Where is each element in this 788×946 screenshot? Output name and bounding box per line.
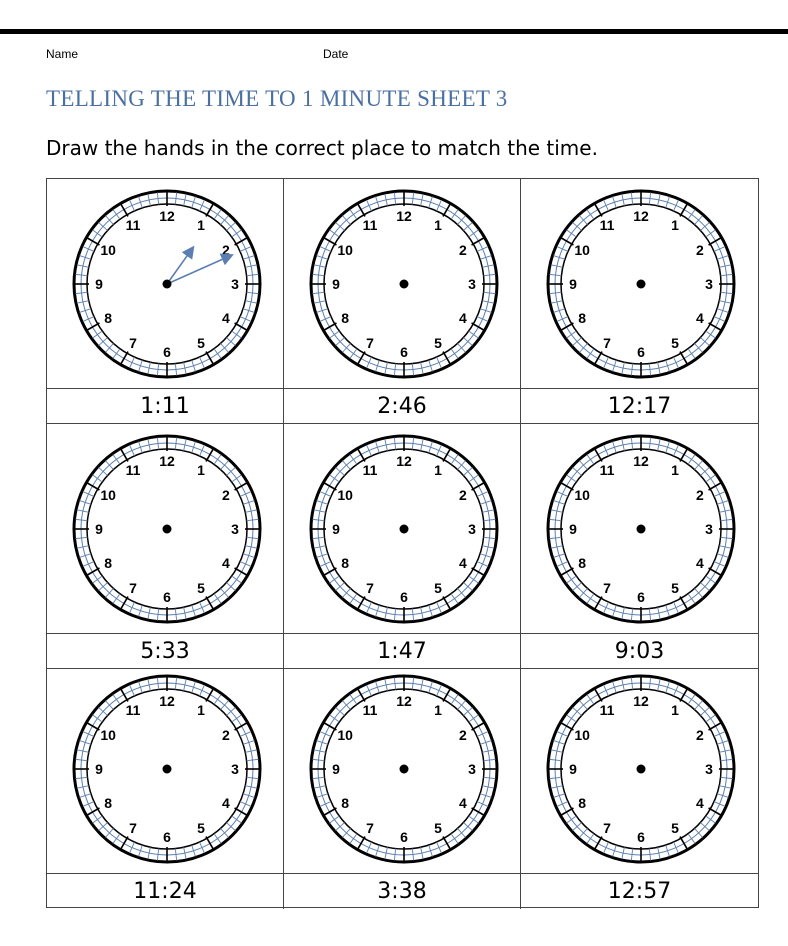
clock-number: 1 xyxy=(434,462,442,479)
clock-number: 5 xyxy=(434,334,442,351)
clock-number: 8 xyxy=(104,310,113,326)
clock-number: 12 xyxy=(159,208,175,224)
clock-number: 5 xyxy=(671,334,679,351)
clock-face[interactable] xyxy=(47,424,284,634)
clock-number: 5 xyxy=(671,579,679,596)
clock-number: 1 xyxy=(671,702,679,719)
sheet-title: TELLING THE TIME TO 1 MINUTE SHEET 3 xyxy=(46,86,508,111)
clock-number: 8 xyxy=(341,555,350,571)
center-dot xyxy=(637,525,646,534)
clock-number: 6 xyxy=(637,344,645,360)
center-dot xyxy=(400,765,409,774)
clock-face[interactable] xyxy=(521,179,758,389)
clock-face-cell xyxy=(284,424,521,634)
clock-number: 8 xyxy=(578,555,587,571)
clock-number: 1 xyxy=(197,462,205,479)
clock-number: 5 xyxy=(671,819,679,836)
clock-number: 9 xyxy=(95,521,103,537)
clock-number: 5 xyxy=(197,334,205,351)
clock-number: 5 xyxy=(197,579,205,596)
clock-time-label: 12:57 xyxy=(607,879,672,904)
clock-number: 10 xyxy=(574,242,590,258)
clock-number: 7 xyxy=(366,579,374,596)
clock-time-label: 12:17 xyxy=(521,389,758,424)
clock-number: 6 xyxy=(400,829,408,845)
clock-number: 7 xyxy=(603,334,611,351)
clock-number: 3 xyxy=(231,276,239,292)
center-dot xyxy=(637,765,646,774)
clock-number: 11 xyxy=(362,217,378,234)
clock-number: 4 xyxy=(221,795,230,811)
clock-number: 4 xyxy=(221,310,230,326)
clock-number: 10 xyxy=(574,727,590,743)
clock-number: 7 xyxy=(603,819,611,836)
clock-number: 7 xyxy=(366,819,374,836)
clock-time-label: 1:11 xyxy=(47,389,284,424)
clock-number: 3 xyxy=(231,761,239,777)
clock-number: 4 xyxy=(458,795,467,811)
clock-number: 5 xyxy=(197,819,205,836)
clock-number: 11 xyxy=(125,217,141,234)
clock-number: 1 xyxy=(671,217,679,234)
clock-number: 2 xyxy=(695,727,704,743)
clock-number: 6 xyxy=(163,829,171,845)
clock-number: 10 xyxy=(100,487,116,503)
clock-number: 8 xyxy=(104,795,113,811)
clock-number: 3 xyxy=(468,521,476,537)
clock-number: 12 xyxy=(159,693,175,709)
clock-face[interactable] xyxy=(284,424,521,634)
clock-number: 11 xyxy=(362,702,378,719)
clock-time-label: 2:46 xyxy=(284,389,521,424)
clock-number: 11 xyxy=(125,462,141,479)
clock-time-label: 1:47 xyxy=(284,634,521,669)
clock-number: 7 xyxy=(129,334,137,351)
center-dot xyxy=(163,525,172,534)
clock-time-label: 9:03 xyxy=(521,634,758,669)
clock-number: 4 xyxy=(695,310,704,326)
clock-number: 8 xyxy=(341,795,350,811)
center-dot xyxy=(400,525,409,534)
clock-number: 2 xyxy=(695,487,704,503)
clock-number: 9 xyxy=(332,521,340,537)
clock-number: 10 xyxy=(337,487,353,503)
clock-face-cell xyxy=(284,179,521,389)
clock-number: 2 xyxy=(221,487,230,503)
clock-number: 12 xyxy=(396,693,412,709)
clock-number: 7 xyxy=(129,819,137,836)
clock-number: 2 xyxy=(458,487,467,503)
clock-number: 9 xyxy=(569,761,577,777)
clock-number: 7 xyxy=(366,334,374,351)
center-dot xyxy=(163,765,172,774)
clock-face[interactable] xyxy=(284,179,521,389)
clock-number: 10 xyxy=(574,487,590,503)
clock-number: 12 xyxy=(633,208,649,224)
clock-number: 12 xyxy=(396,453,412,469)
center-dot xyxy=(637,280,646,289)
clock-number: 11 xyxy=(599,462,615,479)
clock-number: 4 xyxy=(458,555,467,571)
name-label: Name xyxy=(46,47,79,61)
clock-number: 2 xyxy=(221,242,230,258)
clock-number: 9 xyxy=(95,276,103,292)
clock-number: 3 xyxy=(705,276,713,292)
clock-number: 3 xyxy=(705,521,713,537)
clock-number: 1 xyxy=(197,217,205,234)
clock-number: 10 xyxy=(337,242,353,258)
clock-number: 2 xyxy=(695,242,704,258)
clock-number: 6 xyxy=(637,589,645,605)
clock-number: 6 xyxy=(400,589,408,605)
clock-number: 9 xyxy=(332,761,340,777)
clock-number: 2 xyxy=(458,242,467,258)
clock-number: 3 xyxy=(231,521,239,537)
clock-face-cell xyxy=(284,664,521,874)
clock-grid xyxy=(46,178,759,908)
clock-face-cell xyxy=(521,179,758,389)
clock-number: 4 xyxy=(221,555,230,571)
instructions: Draw the hands in the correct place to match the time. xyxy=(46,136,598,160)
clock-face[interactable] xyxy=(284,664,521,874)
clock-number: 10 xyxy=(100,242,116,258)
clock-time-label: 5:33 xyxy=(47,634,284,669)
clock-number: 1 xyxy=(197,702,205,719)
clock-number: 10 xyxy=(337,727,353,743)
clock-number: 2 xyxy=(221,727,230,743)
clock-face[interactable] xyxy=(521,424,758,634)
clock-number: 6 xyxy=(637,829,645,845)
clock-number: 6 xyxy=(163,344,171,360)
center-dot xyxy=(163,280,172,289)
clock-number: 8 xyxy=(104,555,113,571)
clock-face-cell xyxy=(47,664,284,874)
clock-number: 11 xyxy=(599,702,615,719)
clock-time-label: 11:24 xyxy=(47,874,284,909)
clock-number: 4 xyxy=(695,555,704,571)
date-label: Date xyxy=(323,47,349,61)
clock-number: 3 xyxy=(468,761,476,777)
clock-number: 11 xyxy=(125,702,141,719)
top-rule xyxy=(0,29,788,34)
clock-number: 6 xyxy=(163,589,171,605)
clock-number: 7 xyxy=(129,579,137,596)
clock-number: 9 xyxy=(95,761,103,777)
clock-number: 12 xyxy=(396,208,412,224)
clock-number: 3 xyxy=(468,276,476,292)
clock-face-cell xyxy=(47,179,284,389)
clock-number: 10 xyxy=(100,727,116,743)
clock-number: 8 xyxy=(578,310,587,326)
clock-number: 8 xyxy=(341,310,350,326)
clock-face-cell xyxy=(521,424,758,634)
clock-number: 9 xyxy=(569,521,577,537)
clock-face-cell xyxy=(521,664,758,874)
clock-number: 3 xyxy=(705,761,713,777)
clock-number: 12 xyxy=(633,453,649,469)
clock-time-label: 3:38 xyxy=(284,874,521,909)
clock-number: 2 xyxy=(458,727,467,743)
clock-number: 5 xyxy=(434,819,442,836)
clock-face-cell xyxy=(47,424,284,634)
clock-number: 1 xyxy=(434,217,442,234)
clock-face[interactable] xyxy=(47,664,284,874)
clock-number: 12 xyxy=(159,453,175,469)
clock-number: 11 xyxy=(362,462,378,479)
clock-number: 4 xyxy=(695,795,704,811)
clock-number: 1 xyxy=(434,702,442,719)
clock-number: 6 xyxy=(400,344,408,360)
clock-number: 12 xyxy=(633,693,649,709)
clock-number: 5 xyxy=(434,579,442,596)
clock-number: 9 xyxy=(332,276,340,292)
clock-face[interactable] xyxy=(521,664,758,874)
clock-number: 9 xyxy=(569,276,577,292)
clock-number: 11 xyxy=(599,217,615,234)
clock-face[interactable] xyxy=(47,179,284,389)
clock-number: 7 xyxy=(603,579,611,596)
clock-number: 4 xyxy=(458,310,467,326)
clock-number: 1 xyxy=(671,462,679,479)
center-dot xyxy=(400,280,409,289)
clock-number: 8 xyxy=(578,795,587,811)
